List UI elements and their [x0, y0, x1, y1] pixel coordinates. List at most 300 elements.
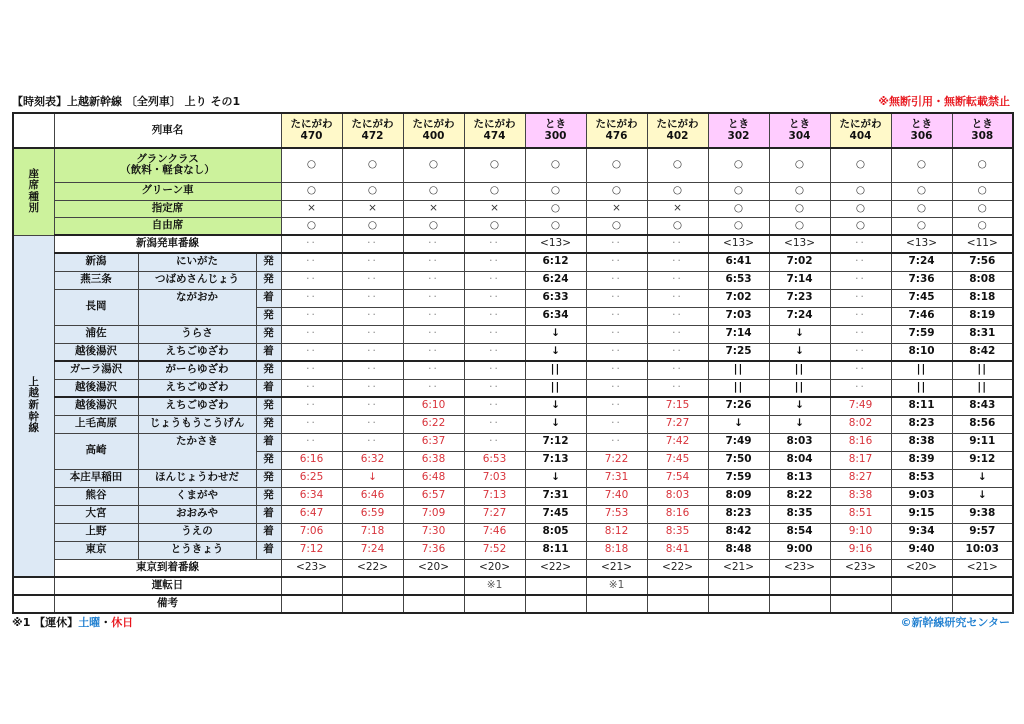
time-cell: 7:36: [403, 541, 464, 559]
time-cell: 8:02: [830, 415, 891, 433]
station-row: [13, 271, 1013, 289]
station-kana: えちごゆざわ: [138, 379, 256, 397]
time-cell: ··: [647, 289, 708, 307]
time-cell: ··: [830, 343, 891, 361]
time-cell: 6:37: [403, 433, 464, 451]
station-name: 長岡: [54, 289, 138, 325]
seat-availability: ○: [525, 182, 586, 200]
time-cell: 7:31: [525, 487, 586, 505]
time-cell: ··: [586, 271, 647, 289]
time-cell: ||: [708, 361, 769, 379]
time-cell: 7:23: [769, 289, 830, 307]
station-name: 越後湯沢: [54, 379, 138, 397]
arr-dep-marker: 発: [256, 415, 281, 433]
operating-day: ※1: [464, 577, 525, 595]
arr-dep-marker: 発: [256, 253, 281, 271]
seat-availability: ○: [952, 200, 1013, 217]
seat-type-name: グランクラス: [136, 152, 199, 165]
time-cell: 8:41: [647, 541, 708, 559]
seat-availability: ○: [525, 200, 586, 217]
time-cell: ··: [464, 433, 525, 451]
time-cell: ··: [342, 289, 403, 307]
time-cell: 8:12: [586, 523, 647, 541]
time-cell: ··: [281, 343, 342, 361]
line-section-label: [13, 235, 54, 577]
time-cell: 8:56: [952, 415, 1013, 433]
seat-availability: ○: [586, 217, 647, 235]
train-name: とき: [789, 117, 811, 130]
seat-availability: ○: [403, 217, 464, 235]
time-cell: ··: [403, 361, 464, 379]
time-cell: 7:02: [708, 289, 769, 307]
seat-availability: ×: [647, 200, 708, 217]
time-cell: ||: [891, 361, 952, 379]
vertical-char: 座: [28, 167, 39, 180]
page-title: 【時刻表】上越新幹線 〔全列車〕 上り その1: [12, 95, 241, 108]
time-cell: 7:31: [586, 469, 647, 487]
seat-availability: ○: [891, 217, 952, 235]
train-number: 308: [971, 129, 994, 142]
time-cell: 8:11: [525, 541, 586, 559]
time-cell: ↓: [525, 325, 586, 343]
time-cell: ··: [281, 307, 342, 325]
remarks-row: [13, 595, 1013, 613]
time-cell: 7:12: [281, 541, 342, 559]
time-cell: 7:24: [342, 541, 403, 559]
train-header-474: [464, 113, 525, 148]
time-cell: 8:23: [708, 505, 769, 523]
train-number: 472: [361, 129, 384, 142]
time-cell: 9:57: [952, 523, 1013, 541]
arrival-platform: <22>: [525, 559, 586, 577]
time-cell: 8:08: [952, 271, 1013, 289]
station-row: [13, 397, 1013, 415]
time-cell: ··: [464, 271, 525, 289]
seat-row: [13, 200, 1013, 217]
station-kana: じょうもうこうげん: [138, 415, 256, 433]
arrival-platform: <23>: [281, 559, 342, 577]
time-cell: 9:12: [952, 451, 1013, 469]
train-header-472: [342, 113, 403, 148]
seat-row: [13, 148, 1013, 182]
time-cell: 6:53: [708, 271, 769, 289]
time-cell: 6:34: [525, 307, 586, 325]
seat-type-label: [54, 217, 281, 235]
time-cell: ··: [403, 271, 464, 289]
time-cell: 7:46: [891, 307, 952, 325]
train-name: とき: [728, 117, 750, 130]
station-name: 越後湯沢: [54, 343, 138, 361]
arrival-platform: <22>: [647, 559, 708, 577]
seat-availability: ×: [464, 200, 525, 217]
station-row: [13, 487, 1013, 505]
station-row: [13, 325, 1013, 343]
time-cell: ··: [586, 343, 647, 361]
time-cell: ··: [586, 253, 647, 271]
time-cell: ··: [342, 253, 403, 271]
station-kana: ながおか: [138, 289, 256, 325]
arrival-platform-row: [13, 559, 1013, 577]
station-kana: たかさき: [138, 433, 256, 469]
time-cell: ··: [464, 307, 525, 325]
seat-availability: ○: [708, 217, 769, 235]
time-cell: 7:24: [769, 307, 830, 325]
arrival-platform-label: 東京到着番線: [54, 559, 281, 577]
departure-platform: <13>: [525, 235, 586, 253]
seat-availability: ○: [281, 182, 342, 200]
seat-availability: ×: [403, 200, 464, 217]
time-cell: ··: [647, 271, 708, 289]
time-cell: ··: [464, 325, 525, 343]
seat-section-label: [13, 148, 54, 235]
station-name: 本庄早稲田: [54, 469, 138, 487]
time-cell: ↓: [769, 415, 830, 433]
time-cell: 7:42: [647, 433, 708, 451]
seat-availability: ○: [830, 217, 891, 235]
train-number: 474: [483, 129, 506, 142]
time-cell: 7:24: [891, 253, 952, 271]
operating-day: [342, 577, 403, 595]
vertical-char: 上: [28, 375, 39, 388]
train-header-476: [586, 113, 647, 148]
remarks: [891, 595, 952, 613]
train-name: たにがわ: [351, 117, 394, 130]
arr-dep-marker: 着: [256, 379, 281, 397]
seat-availability: ○: [891, 148, 952, 182]
time-cell: 7:36: [891, 271, 952, 289]
time-cell: ··: [281, 325, 342, 343]
time-cell: 9:03: [891, 487, 952, 505]
arr-dep-marker: 発: [256, 487, 281, 505]
train-name: とき: [545, 117, 567, 130]
time-cell: ↓: [708, 415, 769, 433]
time-cell: ||: [952, 379, 1013, 397]
time-cell: 8:42: [708, 523, 769, 541]
time-cell: ··: [403, 307, 464, 325]
seat-type-label: [54, 182, 281, 200]
station-row: [13, 505, 1013, 523]
time-cell: ··: [586, 433, 647, 451]
train-name: たにがわ: [290, 117, 333, 130]
time-cell: ··: [647, 325, 708, 343]
vertical-char: 別: [28, 202, 39, 215]
time-cell: ||: [525, 361, 586, 379]
vertical-char: 越: [28, 387, 39, 400]
train-header-304: [769, 113, 830, 148]
train-name-header: 列車名: [54, 113, 281, 148]
time-cell: 7:59: [891, 325, 952, 343]
time-cell: ··: [342, 433, 403, 451]
operating-day: [769, 577, 830, 595]
footnote-prefix: ※1 【運休】: [12, 616, 79, 629]
seat-availability: ○: [403, 148, 464, 182]
seat-availability: ○: [525, 217, 586, 235]
time-cell: 7:13: [464, 487, 525, 505]
arr-dep-marker: 発: [256, 325, 281, 343]
time-cell: ··: [830, 361, 891, 379]
station-kana: うらさ: [138, 325, 256, 343]
time-cell: ||: [952, 361, 1013, 379]
departure-platform-label: 新潟発車番線: [54, 235, 281, 253]
time-cell: 8:19: [952, 307, 1013, 325]
time-cell: 7:03: [708, 307, 769, 325]
operating-day-row: [13, 577, 1013, 595]
time-cell: ··: [464, 361, 525, 379]
time-cell: 6:41: [708, 253, 769, 271]
time-cell: 8:31: [952, 325, 1013, 343]
time-cell: 6:47: [281, 505, 342, 523]
time-cell: ··: [403, 325, 464, 343]
time-cell: ··: [281, 289, 342, 307]
station-kana: うえの: [138, 523, 256, 541]
seat-availability: ○: [952, 148, 1013, 182]
time-cell: ··: [281, 253, 342, 271]
time-cell: 7:18: [342, 523, 403, 541]
time-cell: 8:18: [952, 289, 1013, 307]
copyright-warning: ※無断引用・無断転載禁止: [878, 95, 1010, 108]
seat-availability: ○: [403, 182, 464, 200]
seat-type-name: 指定席: [151, 201, 184, 214]
remarks: [525, 595, 586, 613]
time-cell: 6:24: [525, 271, 586, 289]
time-cell: 9:15: [891, 505, 952, 523]
seat-row: [13, 182, 1013, 200]
time-cell: 8:39: [891, 451, 952, 469]
remarks: [464, 595, 525, 613]
seat-availability: ×: [586, 200, 647, 217]
time-cell: 7:52: [464, 541, 525, 559]
time-cell: ||: [708, 379, 769, 397]
time-cell: 7:30: [403, 523, 464, 541]
operating-day: [281, 577, 342, 595]
departure-platform: ··: [281, 235, 342, 253]
seat-availability: ○: [647, 217, 708, 235]
remarks-label: 備考: [54, 595, 281, 613]
train-header-302: [708, 113, 769, 148]
time-cell: ↓: [952, 487, 1013, 505]
time-cell: 7:15: [647, 397, 708, 415]
time-cell: 6:59: [342, 505, 403, 523]
time-cell: 8:42: [952, 343, 1013, 361]
arr-dep-marker: 着: [256, 289, 281, 307]
time-cell: 7:40: [586, 487, 647, 505]
time-cell: 8:05: [525, 523, 586, 541]
operating-day: [525, 577, 586, 595]
time-cell: 6:32: [342, 451, 403, 469]
timetable: [12, 112, 1014, 614]
vertical-char: 種: [28, 190, 39, 203]
time-cell: 7:26: [708, 397, 769, 415]
seat-availability: ○: [586, 182, 647, 200]
time-cell: ··: [281, 433, 342, 451]
time-cell: ↓: [952, 469, 1013, 487]
time-cell: 10:03: [952, 541, 1013, 559]
time-cell: 9:00: [769, 541, 830, 559]
station-name: 浦佐: [54, 325, 138, 343]
station-row: [13, 379, 1013, 397]
arr-dep-marker: 着: [256, 505, 281, 523]
remarks: [708, 595, 769, 613]
time-cell: ··: [586, 379, 647, 397]
time-cell: 6:46: [342, 487, 403, 505]
time-cell: ··: [464, 415, 525, 433]
seat-availability: ○: [464, 182, 525, 200]
arrival-platform: <21>: [586, 559, 647, 577]
train-name: たにがわ: [473, 117, 516, 130]
time-cell: 8:18: [586, 541, 647, 559]
station-kana: えちごゆざわ: [138, 343, 256, 361]
blank-cell: [13, 595, 54, 613]
train-header-404: [830, 113, 891, 148]
station-row: [13, 541, 1013, 559]
arrival-platform: <23>: [769, 559, 830, 577]
arrival-platform: <22>: [342, 559, 403, 577]
time-cell: 8:09: [708, 487, 769, 505]
time-cell: ··: [281, 397, 342, 415]
remarks: [281, 595, 342, 613]
seat-availability: ○: [891, 182, 952, 200]
time-cell: 8:10: [891, 343, 952, 361]
station-row: [13, 433, 1013, 451]
time-cell: 8:43: [952, 397, 1013, 415]
station-name: ガーラ湯沢: [54, 361, 138, 379]
time-cell: ··: [586, 289, 647, 307]
remarks: [342, 595, 403, 613]
time-cell: 7:46: [464, 523, 525, 541]
time-cell: ||: [525, 379, 586, 397]
train-number: 306: [910, 129, 933, 142]
departure-platform: ··: [586, 235, 647, 253]
time-cell: 8:13: [769, 469, 830, 487]
remarks: [586, 595, 647, 613]
time-cell: 6:34: [281, 487, 342, 505]
time-cell: 9:38: [952, 505, 1013, 523]
time-cell: ··: [464, 289, 525, 307]
time-cell: ↓: [525, 415, 586, 433]
station-kana: くまがや: [138, 487, 256, 505]
departure-platform: ··: [647, 235, 708, 253]
time-cell: ··: [281, 361, 342, 379]
time-cell: 8:35: [647, 523, 708, 541]
time-cell: 8:16: [647, 505, 708, 523]
time-cell: ||: [769, 379, 830, 397]
seat-availability: ○: [830, 200, 891, 217]
time-cell: 6:48: [403, 469, 464, 487]
station-kana: えちごゆざわ: [138, 397, 256, 415]
time-cell: ↓: [525, 469, 586, 487]
time-cell: 7:25: [708, 343, 769, 361]
time-cell: ··: [342, 325, 403, 343]
station-name: 上毛高原: [54, 415, 138, 433]
seat-availability: ○: [769, 148, 830, 182]
time-cell: 6:22: [403, 415, 464, 433]
time-cell: 8:53: [891, 469, 952, 487]
station-row: [13, 343, 1013, 361]
arr-dep-marker: 着: [256, 343, 281, 361]
operating-day: [830, 577, 891, 595]
time-cell: ↓: [769, 343, 830, 361]
time-cell: 7:45: [525, 505, 586, 523]
station-name: 東京: [54, 541, 138, 559]
seat-availability: ○: [586, 148, 647, 182]
arr-dep-marker: 発: [256, 397, 281, 415]
time-cell: ··: [586, 415, 647, 433]
time-cell: 9:10: [830, 523, 891, 541]
operating-day: [891, 577, 952, 595]
train-number: 404: [849, 129, 872, 142]
time-cell: ··: [464, 379, 525, 397]
time-cell: ··: [830, 289, 891, 307]
time-cell: 7:45: [891, 289, 952, 307]
vertical-char: 幹: [28, 410, 39, 423]
train-header-400: [403, 113, 464, 148]
arr-dep-marker: 発: [256, 469, 281, 487]
time-cell: ↓: [769, 325, 830, 343]
time-cell: ··: [342, 361, 403, 379]
seat-type-note: （飲料・軽食なし）: [120, 164, 215, 177]
seat-availability: ○: [342, 148, 403, 182]
time-cell: ··: [342, 379, 403, 397]
time-cell: 8:38: [891, 433, 952, 451]
time-cell: 7:53: [586, 505, 647, 523]
time-cell: ··: [586, 361, 647, 379]
arr-dep-marker: 発: [256, 451, 281, 469]
seat-availability: ×: [342, 200, 403, 217]
time-cell: 8:35: [769, 505, 830, 523]
time-cell: 7:09: [403, 505, 464, 523]
train-name: とき: [971, 117, 993, 130]
station-row: [13, 523, 1013, 541]
time-cell: 7:50: [708, 451, 769, 469]
station-name: 上野: [54, 523, 138, 541]
station-name: 熊谷: [54, 487, 138, 505]
time-cell: 7:49: [708, 433, 769, 451]
train-name: たにがわ: [595, 117, 638, 130]
train-number: 400: [422, 129, 445, 142]
remarks: [830, 595, 891, 613]
time-cell: 8:48: [708, 541, 769, 559]
seat-availability: ○: [281, 148, 342, 182]
departure-platform: ··: [464, 235, 525, 253]
time-cell: ··: [830, 325, 891, 343]
departure-platform: ··: [830, 235, 891, 253]
departure-platform-row: [13, 235, 1013, 253]
seat-availability: ○: [830, 182, 891, 200]
train-header-308: [952, 113, 1013, 148]
station-kana: にいがた: [138, 253, 256, 271]
time-cell: 9:16: [830, 541, 891, 559]
time-cell: ··: [342, 307, 403, 325]
station-kana: つばめさんじょう: [138, 271, 256, 289]
seat-type-name: グリーン車: [141, 184, 194, 197]
time-cell: ··: [281, 271, 342, 289]
train-number: 304: [788, 129, 811, 142]
departure-platform: <13>: [769, 235, 830, 253]
train-number: 402: [666, 129, 689, 142]
train-number: 470: [300, 129, 323, 142]
remarks: [952, 595, 1013, 613]
seat-availability: ○: [647, 182, 708, 200]
time-cell: 7:14: [769, 271, 830, 289]
seat-availability: ○: [342, 182, 403, 200]
time-cell: ↓: [525, 343, 586, 361]
time-cell: ↓: [769, 397, 830, 415]
train-header-402: [647, 113, 708, 148]
seat-availability: ○: [830, 148, 891, 182]
time-cell: ||: [769, 361, 830, 379]
time-cell: ··: [403, 289, 464, 307]
station-name: 燕三条: [54, 271, 138, 289]
